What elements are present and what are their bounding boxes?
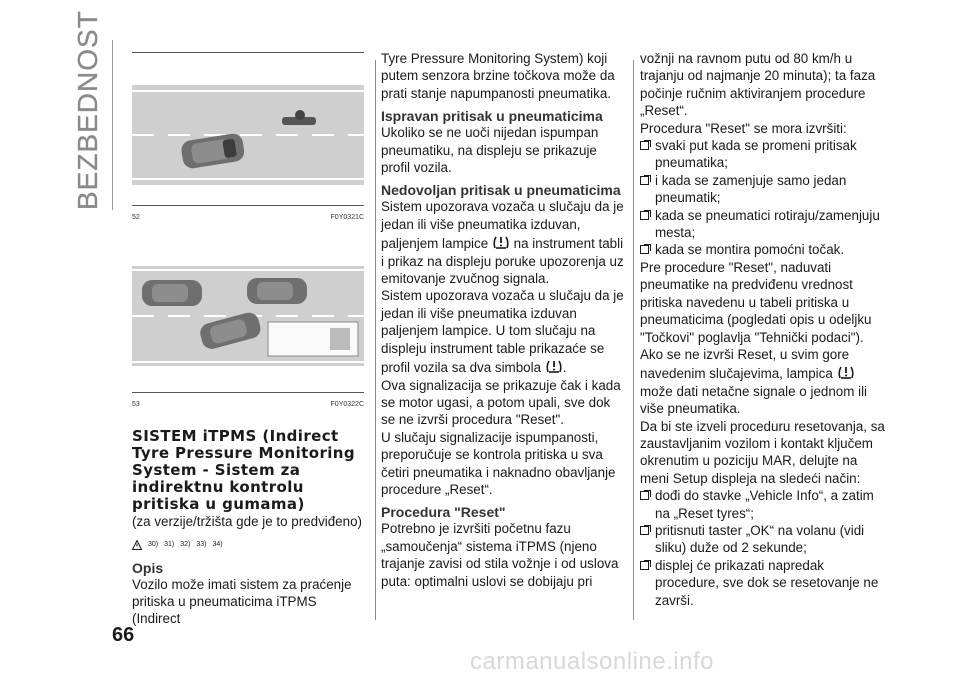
text: na instrument tabli i prikaz na displeju poruke upozorenja uz emitovanje zvučnog signala. [381, 236, 624, 287]
paragraph: Ukoliko se ne uoči nijedan ispumpan pneumatiku, na displeju se prikazuje profil vozila. [381, 125, 599, 176]
subtitle: (za verzije/tržišta gde je to predviđeno) [132, 513, 362, 529]
paragraph: Pre procedure "Reset", naduvati pneumatike na predviđenu vrednost pritiska navedenu u tabeli pritiska u pneumaticima (pogledati opis u odeljku "Točkovi" poglavlja "Tehnički podaci"). [640, 259, 872, 345]
figure-52 [132, 52, 364, 226]
bullet-icon [640, 560, 651, 570]
list-item-text: kada se montira pomoćni točak. [655, 242, 845, 258]
paragraph: Tyre Pressure Monitoring System) koji putem senzora brzine točkova može da prati stanje napumpanosti pneumatika. [381, 51, 615, 101]
list-item [640, 172, 890, 207]
column-1 [132, 52, 364, 628]
bullet-icon [640, 490, 651, 500]
figure-52-caption [132, 205, 364, 226]
bullet-list [640, 137, 890, 259]
list-item-text: kada se pneumatici rotiraju/zamenjuju mesta; [655, 207, 880, 241]
paragraph: Ova signalizacija se prikazuje čak i kada se motor ugasi, a potom upali, sve dok se ne izvrši procedura "Reset". [381, 377, 621, 428]
warning-triangle-icon [132, 540, 142, 550]
side-tab [72, 10, 116, 210]
ref: 33) [196, 541, 207, 549]
section-heading: SISTEM iTPMS (Indirect Tyre Pressure Monitoring System - Sistem za indirektnu kontrolu pritiska u gumama) [132, 426, 355, 513]
list-item [640, 241, 890, 258]
figure-53-illustration [132, 266, 364, 366]
column-divider [375, 60, 376, 620]
list-item [640, 137, 890, 172]
column-2 [381, 50, 626, 590]
paragraph: Potrebno je izvršiti početnu fazu „samoučenja“ sistema iTPMS (njeno trajanje zavisi od stila vožnje i od uslova puta: optimalni uslovi se dobijaju pri [381, 521, 619, 589]
tpms-warning-icon [837, 363, 855, 381]
figure-number: 52 [132, 214, 140, 221]
figure-53 [132, 266, 364, 413]
ref: 34) [212, 541, 223, 549]
list-item-text: svaki put kada se promeni pritisak pneumatika; [655, 138, 857, 171]
paragraph [381, 287, 626, 376]
list-item-text: dođi do stavke „Vehicle Info“, a zatim na „Reset tyres“; [655, 488, 874, 521]
text: može dati netačne signale o jednom ili više pneumatika. [640, 383, 868, 417]
list-item [640, 557, 890, 609]
bullet-icon [640, 244, 651, 254]
tpms-warning-icon [492, 233, 510, 251]
tpms-warning-icon [545, 357, 563, 375]
text: Sistem upozorava vozača u slučaju da je jedan ili više pneumatika izduvan, paljenjem lampice [381, 199, 624, 252]
paragraph: U slučaju signalizacije ispumpanosti, preporučuje se kontrola pritiska u sva četiri pneumatika i naknadno obavljanje procedure „Reset“. [381, 429, 616, 497]
subheading: Ispravan pritisak u pneumaticima [381, 108, 603, 125]
figure-number: 53 [132, 401, 140, 409]
list-item-text: displej će prikazati napredak procedure, sve dok se resetovanje ne završi. [655, 557, 879, 608]
figure-53-caption [132, 392, 364, 413]
figure-top-rule [132, 52, 364, 53]
paragraph [640, 346, 890, 418]
paragraph [381, 198, 626, 287]
paragraph: Da bi ste izveli proceduru resetovanja, sa zaustavljanim vozilom i kontakt ključem okrenutim u poziciju MAR, delujte na meni Setup displeja na sledeći način: [640, 418, 885, 486]
list-item [640, 487, 890, 522]
list-item [640, 522, 890, 557]
column-divider [633, 60, 634, 620]
list-item [640, 207, 890, 242]
figure-code: F0Y0321C [330, 214, 364, 221]
page-number: 66 [112, 624, 135, 646]
text: Ako se ne izvrši Reset, u svim gore navedenim slučajevima, lampica [640, 346, 850, 382]
column-3 [640, 50, 890, 609]
subheading-opis: Opis [132, 559, 164, 576]
paragraph: vožnji na ravnom putu od 80 km/h u trajanju od najmanje 20 minuta); ta faza počinje ručnim aktiviranjem procedure „Reset“. [640, 51, 876, 119]
paragraph: Procedura "Reset" se mora izvršiti: [640, 120, 847, 136]
warning-references [132, 536, 364, 553]
list-item-text: pritisnuti taster „OK“ na volanu (vidi sliku) duže od 2 sekunde; [655, 522, 865, 556]
ref: 32) [180, 541, 191, 549]
paragraph: Vozilo može imati sistem za praćenje pritiska u pneumaticima iTPMS (Indirect [132, 576, 352, 627]
ref: 30) [148, 541, 159, 549]
text: . [562, 360, 567, 376]
text: Sistem upozorava vozača u slučaju da je jedan ili više pneumatika izduvan paljenjem lampice. U tom slučaju na displeju instrument table prikazaće se profil vozila sa dva simbola [381, 288, 624, 376]
subheading: Nedovoljan pritisak u pneumaticima [381, 182, 621, 199]
bullet-list [640, 487, 890, 609]
list-item-text: i kada se zamenjuje samo jedan pneumatik; [655, 172, 847, 206]
bullet-icon [640, 175, 651, 185]
subheading: Procedura "Reset" [381, 504, 506, 521]
figure-52-illustration [132, 57, 364, 197]
bullet-icon [640, 140, 651, 150]
ref: 31) [164, 541, 175, 549]
watermark: carmanualsonline.info [470, 648, 714, 675]
side-tab-rule [112, 40, 113, 210]
side-tab-label: BEZBEDNOST [72, 10, 103, 210]
bullet-icon [640, 210, 651, 220]
bullet-icon [640, 525, 651, 535]
figure-code: F0Y0322C [330, 401, 364, 409]
